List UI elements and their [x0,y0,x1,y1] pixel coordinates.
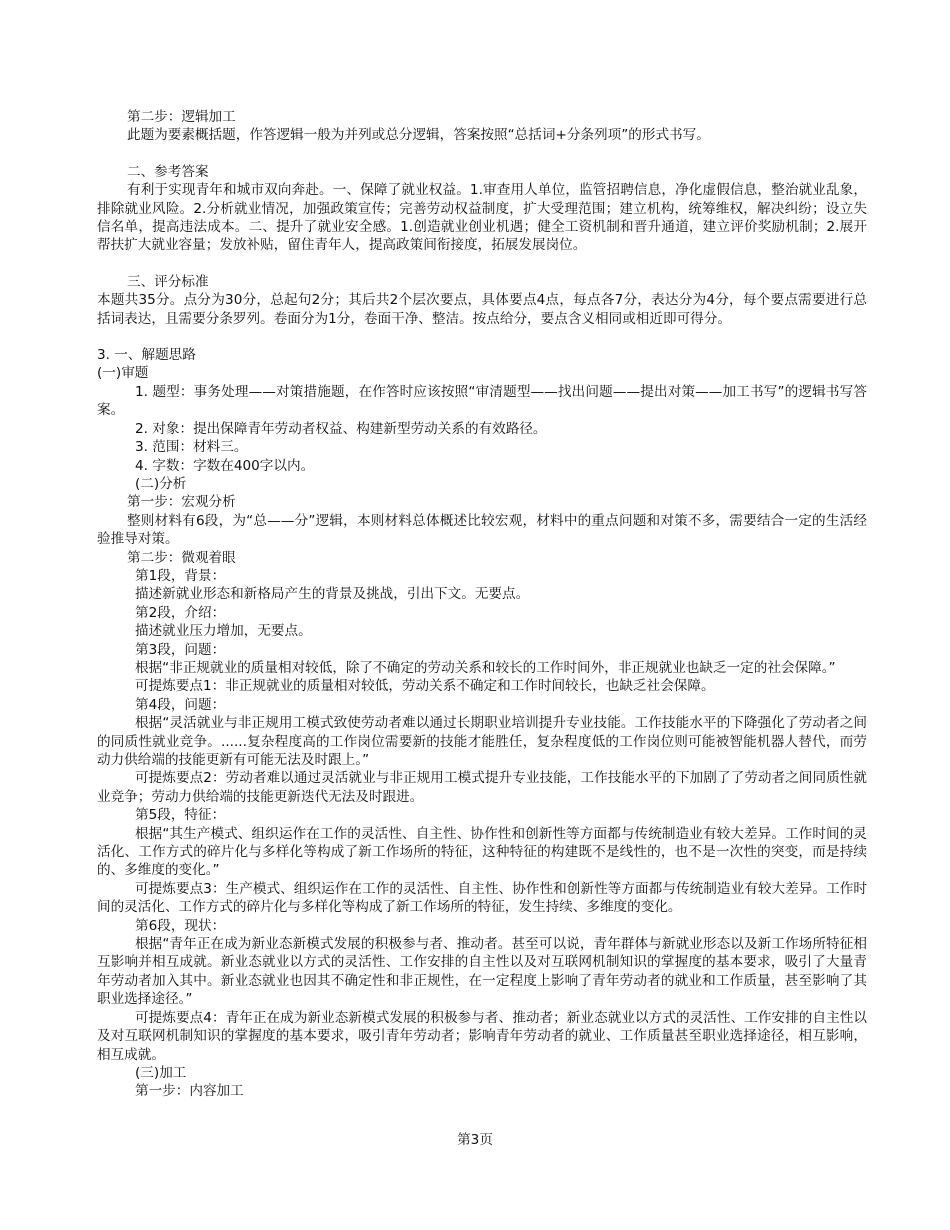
paragraph: 整则材料有6段，为“总——分”逻辑，本则材料总体概述比较宏观，材料中的重点问题和对策不多，需要结合一定的生活经验推导对策。 [97,512,867,548]
quote: 根据“其生产模式、组织运作在工作的灵活性、自主性、协作性和创新性等方面都与传统制造业有较大差异。工作时间的灵活化、工作方式的碎片化与多样化等构成了新工作场所的特征，这种特征的构建既不是线性的，也不是一次性的突变，而是持续的、多维度的变化。” [97,825,867,879]
page-number: 第3页 [457,1132,493,1148]
section-heading: 二、参考答案 [127,163,209,180]
step-heading: 第一步：内容加工 [135,1083,244,1100]
quote: 根据“非正规就业的质量相对较低，除了不确定的劳动关系和较长的工作时间外，非正规就业也缺乏一定的社会保障。” [135,659,836,676]
list-item: 2. 对象：提出保障青年劳动者权益、构建新型劳动关系的有效路径。 [135,420,547,437]
subsection-heading: (一)审题 [97,365,149,382]
key-point: 可提炼要点4：青年正在成为新业态新模式发展的积极参与者、推动者；新业态就业以方式的灵活性、工作安排的自主性以及对互联网机制知识的掌握度的基本要求，吸引青年劳动者；影响青年劳动者的就业、工作质量甚至职业选择途径，相互影响，相互成就。 [97,1009,867,1063]
key-point: 可提炼要点2：劳动者难以通过灵活就业与非正规用工模式提升专业技能，工作技能水平的下加剧了了劳动者之间同质性就业竞争；劳动力供给端的技能更新迭代无法及时跟进。 [97,770,867,805]
paragraph-label: 第1段，背景： [135,567,226,584]
paragraph: 此题为要素概括题，作答逻辑一般为并列或总分逻辑，答案按照“总括词+分条列项”的形式书写。 [127,127,710,144]
paragraph-label: 第2段，介绍： [135,604,226,621]
list-item: 1. 题型：事务处理——对策措施题，在作答时应该按照“审清题型——找出问题——提出对策——加工书写”的逻辑书写答案。 [97,383,867,419]
paragraph: 本题共35分。点分为30分，总起句2分；其后共2个层次要点，具体要点4点，每点各7分，表达分为4分，每个要点需要进行总括词表达，且需要分条罗列。卷面分为1分，卷面干净、整洁。按点给分，要点含义相同或相近即可得分。 [97,292,867,327]
paragraph-label: 第5段，特征： [135,807,226,824]
step-heading: 第一步：宏观分析 [127,494,236,511]
paragraph: 有利于实现青年和城市双向奔赴。一、保障了就业权益。1.审查用人单位，监管招聘信息，净化虚假信息，整治就业乱象，排除就业风险。2.分析就业情况，加强政策宣传；完善劳动权益制度，扩大受理范围；建立机构，统筹维权，解决纠纷；设立失信名单，提高违法成本。二、提升了就业安全感。1.创造就业创业机遇；健全工资机制和晋升通道，建立评价奖励机制；2.展开帮扶扩大就业容量；发放补贴，留住青年人，提高政策间衔接度，拓展发展岗位。 [97,182,867,254]
quote: 根据“灵活就业与非正规用工模式致使劳动者难以通过长期职业培训提升专业技能。工作技能水平的下降强化了劳动者之间的同质性就业竞争。......复杂程度高的工作岗位需要新的技能才能胜任，复杂程度低的工作岗位则可能被智能机器人替代，而劳动力供给端的技能更新有可能无法及时跟上。” [97,715,867,768]
list-item: 3. 范围：材料三。 [135,439,248,456]
key-point: 可提炼要点3：生产模式、组织运作在工作的灵活性、自主性、协作性和创新性等方面都与传统制造业有较大差异。工作时间的灵活化、工作方式的碎片化与多样化等构成了新工作场所的特征，发生持续、多维度的变化。 [97,880,867,916]
paragraph-label: 第4段，问题： [135,696,226,713]
subsection-heading: (三)加工 [135,1064,187,1081]
step-heading: 第二步：逻辑加工 [127,109,236,125]
list-item: 4. 字数：字数在400字以内。 [135,457,315,474]
paragraph: 描述就业压力增加，无要点。 [135,623,312,640]
paragraph: 描述新就业形态和新格局产生的背景及挑战，引出下文。无要点。 [135,586,530,603]
subsection-heading: (二)分析 [135,475,187,492]
key-point: 可提炼要点1：非正规就业的质量相对较低，劳动关系不确定和工作时间较长，也缺乏社会保障。 [135,678,715,695]
document-body [97,108,867,1101]
paragraph-label: 第3段，问题： [135,641,226,658]
step-heading: 第二步：微观着眼 [127,549,236,566]
paragraph-label: 第6段，现状： [135,917,226,934]
quote: 根据“青年正在成为新业态新模式发展的积极参与者、推动者。甚至可以说，青年群体与新就业形态以及新工作场所特征相互影响并相互成就。新业态就业以方式的灵活性、工作安排的自主性以及对互联网机制知识的掌握度的基本要求，吸引了大量青年劳动者加入其中。新业态就业也因其不确定性和非正规性，在一定程度上影响了青年劳动者的就业和工作质量，甚至影响了其职业选择途径。” [97,936,867,1008]
question-heading: 3. 一、解题思路 [97,347,196,364]
section-heading: 三、评分标准 [127,273,209,290]
